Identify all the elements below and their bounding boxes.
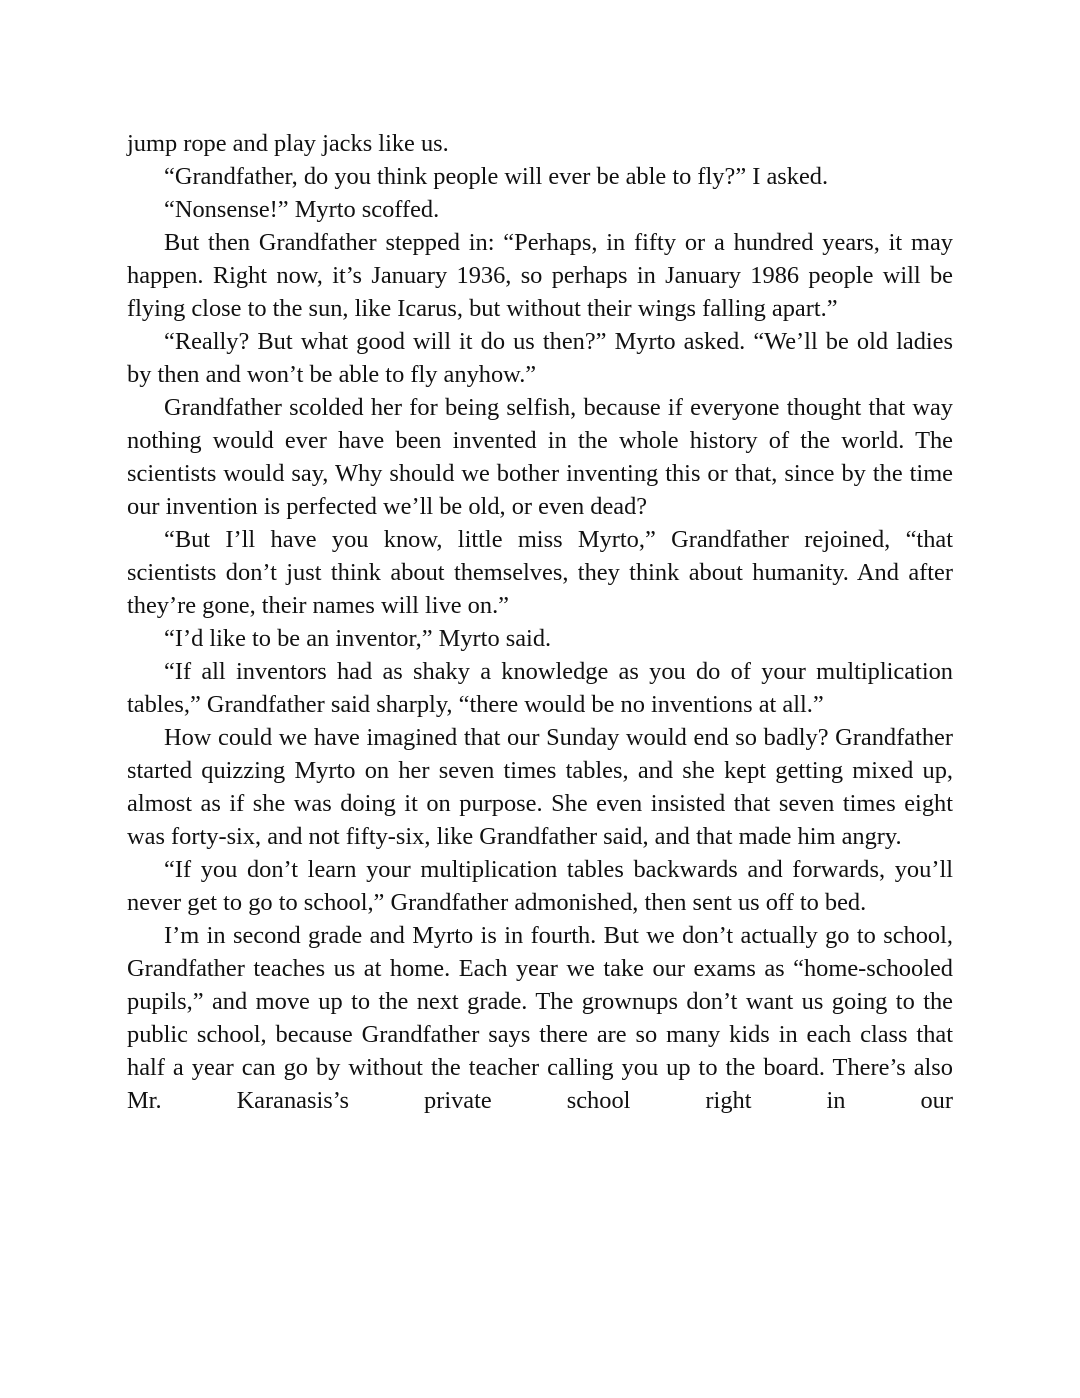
paragraph: “Nonsense!” Myrto scoffed. — [164, 196, 440, 223]
paragraph: “Grandfather, do you think people will ever be able to fly?” I asked. — [164, 163, 829, 190]
paragraph: “If you don’t learn your multiplication tables backwards and forwards, you’ll never get to go to school,” Grandfather admonished, then sent us off to bed. — [127, 856, 953, 916]
paragraph: “I’d like to be an inventor,” Myrto said. — [164, 625, 552, 652]
paragraph: “If all inventors had as shaky a knowledge as you do of your multiplication tables,” Grandfather said sharply, “there would be no inventions at all.” — [127, 658, 953, 718]
paragraph-continuation: jump rope and play jacks like us. — [127, 130, 449, 157]
paragraph: “Really? But what good will it do us then?” Myrto asked. “We’ll be old ladies by then and won’t be able to fly anyhow.” — [127, 328, 953, 388]
paragraph: “But I’ll have you know, little miss Myrto,” Grandfather rejoined, “that scientists don’t just think about themselves, they think about humanity. And after they’re gone, their names will live on.” — [127, 526, 953, 619]
paragraph: How could we have imagined that our Sunday would end so badly? Grandfather started quizzing Myrto on her seven times tables, and she kept getting mixed up, almost as if she was doing it on purpose. She even insisted that seven times eight was forty-six, and not fifty-six, like Grandfather said, and that made him angry. — [127, 724, 953, 850]
paragraph: But then Grandfather stepped in: “Perhaps, in fifty or a hundred years, it may happen. Right now, it’s January 1936, so perhaps in January 1986 people will be flying close to the sun, like Icarus, but without their wings falling apart.” — [127, 229, 953, 322]
book-page-text — [127, 127, 953, 1117]
paragraph: I’m in second grade and Myrto is in fourth. But we don’t actually go to school, Grandfather teaches us at home. Each year we take our exams as “home-schooled pupils,” and move up to the next grade. The grownups don’t want us going to the public school, because Grandfather says there are so many kids in each class that half a year can go by without the teacher calling you up to the board. There’s also Mr. Karanasis’s private school right in our — [127, 922, 953, 1114]
paragraph: Grandfather scolded her for being selfish, because if everyone thought that way nothing would ever have been invented in the whole history of the world. The scientists would say, Why should we bother inventing this or that, since by the time our invention is perfected we’ll be old, or even dead? — [127, 394, 953, 520]
